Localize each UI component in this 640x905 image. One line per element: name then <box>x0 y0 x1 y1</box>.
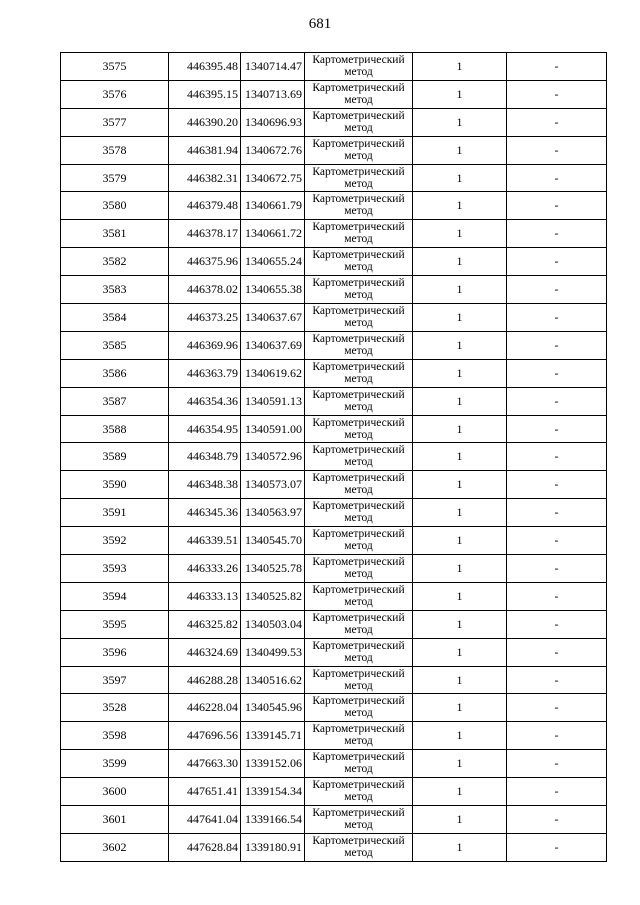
method-cell <box>305 164 413 192</box>
method-cell <box>305 359 413 387</box>
point-id-cell: 3592 <box>61 527 169 555</box>
x-coordinate-cell: 447628.84 <box>169 833 241 861</box>
method-cell <box>305 331 413 359</box>
method-line-1: Картометрический <box>312 500 405 513</box>
y-coordinate-cell: 1340672.75 <box>241 164 305 192</box>
table-row <box>61 806 607 834</box>
table-row <box>61 722 607 750</box>
point-id-cell: 3585 <box>61 331 169 359</box>
count-cell: 1 <box>413 387 507 415</box>
count-cell: 1 <box>413 555 507 583</box>
table-body <box>61 53 607 862</box>
dash-cell: - <box>507 833 607 861</box>
method-cell <box>305 415 413 443</box>
table-row <box>61 164 607 192</box>
method-line-2: метод <box>344 679 373 692</box>
dash-cell: - <box>507 220 607 248</box>
table-row <box>61 108 607 136</box>
dash-cell: - <box>507 304 607 332</box>
x-coordinate-cell: 446382.31 <box>169 164 241 192</box>
y-coordinate-cell: 1340637.67 <box>241 304 305 332</box>
table-row <box>61 220 607 248</box>
method-line-1: Картометрический <box>312 639 405 652</box>
point-id-cell: 3580 <box>61 192 169 220</box>
method-line-2: метод <box>344 66 373 78</box>
dash-cell: - <box>507 331 607 359</box>
x-coordinate-cell: 446369.96 <box>169 331 241 359</box>
point-id-cell: 3597 <box>61 666 169 694</box>
method-cell <box>305 499 413 527</box>
dash-cell: - <box>507 443 607 471</box>
point-id-cell: 3601 <box>61 806 169 834</box>
dash-cell: - <box>507 415 607 443</box>
dash-cell: - <box>507 527 607 555</box>
y-coordinate-cell: 1340655.38 <box>241 276 305 304</box>
count-cell: 1 <box>413 833 507 861</box>
y-coordinate-cell: 1340713.69 <box>241 80 305 108</box>
method-line-2: метод <box>344 540 373 553</box>
point-id-cell: 3588 <box>61 415 169 443</box>
x-coordinate-cell: 446339.51 <box>169 527 241 555</box>
method-line-2: метод <box>344 623 373 636</box>
method-line-2: метод <box>344 456 373 469</box>
method-line-1: Картометрический <box>312 723 405 736</box>
point-id-cell: 3595 <box>61 610 169 638</box>
x-coordinate-cell: 446390.20 <box>169 108 241 136</box>
y-coordinate-cell: 1339166.54 <box>241 806 305 834</box>
method-line-1: Картометрический <box>312 416 405 429</box>
count-cell: 1 <box>413 80 507 108</box>
method-cell <box>305 750 413 778</box>
method-line-2: метод <box>344 484 373 497</box>
point-id-cell: 3594 <box>61 582 169 610</box>
table-row <box>61 80 607 108</box>
x-coordinate-cell: 447663.30 <box>169 750 241 778</box>
count-cell: 1 <box>413 527 507 555</box>
method-line-2: метод <box>344 595 373 608</box>
dash-cell: - <box>507 359 607 387</box>
y-coordinate-cell: 1340696.93 <box>241 108 305 136</box>
method-line-2: метод <box>344 568 373 581</box>
method-cell <box>305 443 413 471</box>
method-cell <box>305 610 413 638</box>
point-id-cell: 3579 <box>61 164 169 192</box>
count-cell: 1 <box>413 610 507 638</box>
method-cell <box>305 304 413 332</box>
method-line-1: Картометрический <box>312 528 405 541</box>
y-coordinate-cell: 1340516.62 <box>241 666 305 694</box>
method-line-2: метод <box>344 846 373 859</box>
point-id-cell: 3583 <box>61 276 169 304</box>
table-row <box>61 750 607 778</box>
y-coordinate-cell: 1340503.04 <box>241 610 305 638</box>
y-coordinate-cell: 1340591.13 <box>241 387 305 415</box>
method-line-1: Картометрический <box>312 611 405 624</box>
table-row <box>61 833 607 861</box>
count-cell: 1 <box>413 248 507 276</box>
point-id-cell: 3577 <box>61 108 169 136</box>
count-cell: 1 <box>413 164 507 192</box>
dash-cell: - <box>507 276 607 304</box>
y-coordinate-cell: 1339152.06 <box>241 750 305 778</box>
dash-cell: - <box>507 555 607 583</box>
method-line-2: метод <box>344 344 373 357</box>
method-cell <box>305 53 413 81</box>
x-coordinate-cell: 446378.17 <box>169 220 241 248</box>
method-line-1: Картометрический <box>312 109 405 122</box>
method-line-1: Картометрический <box>312 667 405 680</box>
y-coordinate-cell: 1340525.78 <box>241 555 305 583</box>
dash-cell: - <box>507 638 607 666</box>
x-coordinate-cell: 446288.28 <box>169 666 241 694</box>
count-cell: 1 <box>413 136 507 164</box>
table-row <box>61 331 607 359</box>
dash-cell: - <box>507 136 607 164</box>
count-cell: 1 <box>413 304 507 332</box>
count-cell: 1 <box>413 443 507 471</box>
count-cell: 1 <box>413 499 507 527</box>
method-line-2: метод <box>344 205 373 218</box>
method-line-1: Картометрический <box>312 695 405 708</box>
method-cell <box>305 694 413 722</box>
table-row <box>61 555 607 583</box>
table-row <box>61 471 607 499</box>
x-coordinate-cell: 446373.25 <box>169 304 241 332</box>
point-id-cell: 3582 <box>61 248 169 276</box>
point-id-cell: 3598 <box>61 722 169 750</box>
table-row <box>61 694 607 722</box>
x-coordinate-cell: 446363.79 <box>169 359 241 387</box>
dash-cell: - <box>507 53 607 81</box>
method-line-1: Картометрический <box>312 583 405 596</box>
dash-cell: - <box>507 694 607 722</box>
method-line-1: Картометрический <box>312 305 405 318</box>
dash-cell: - <box>507 192 607 220</box>
count-cell: 1 <box>413 359 507 387</box>
x-coordinate-cell: 446381.94 <box>169 136 241 164</box>
table-row <box>61 443 607 471</box>
dash-cell: - <box>507 387 607 415</box>
method-line-2: метод <box>344 819 373 832</box>
method-line-1: Картометрический <box>312 221 405 234</box>
method-cell <box>305 666 413 694</box>
table-row <box>61 582 607 610</box>
x-coordinate-cell: 447641.04 <box>169 806 241 834</box>
method-cell <box>305 387 413 415</box>
method-line-2: метод <box>344 93 373 106</box>
table-row <box>61 53 607 81</box>
method-line-1: Картометрический <box>312 277 405 290</box>
method-cell <box>305 136 413 164</box>
table-row <box>61 387 607 415</box>
x-coordinate-cell: 446348.38 <box>169 471 241 499</box>
count-cell: 1 <box>413 750 507 778</box>
point-id-cell: 3581 <box>61 220 169 248</box>
method-line-1: Картометрический <box>312 807 405 820</box>
point-id-cell: 3584 <box>61 304 169 332</box>
point-id-cell: 3575 <box>61 53 169 81</box>
dash-cell: - <box>507 80 607 108</box>
y-coordinate-cell: 1339154.34 <box>241 778 305 806</box>
table-row <box>61 666 607 694</box>
x-coordinate-cell: 446354.36 <box>169 387 241 415</box>
method-cell <box>305 722 413 750</box>
count-cell: 1 <box>413 778 507 806</box>
method-cell <box>305 471 413 499</box>
dash-cell: - <box>507 108 607 136</box>
method-cell <box>305 80 413 108</box>
count-cell: 1 <box>413 582 507 610</box>
method-line-2: метод <box>344 233 373 246</box>
count-cell: 1 <box>413 53 507 81</box>
method-line-2: метод <box>344 121 373 134</box>
table-row <box>61 276 607 304</box>
dash-cell: - <box>507 248 607 276</box>
dash-cell: - <box>507 610 607 638</box>
table-row <box>61 136 607 164</box>
y-coordinate-cell: 1340545.96 <box>241 694 305 722</box>
method-line-2: метод <box>344 261 373 274</box>
count-cell: 1 <box>413 276 507 304</box>
method-line-1: Картометрический <box>312 834 405 847</box>
table-row <box>61 527 607 555</box>
method-line-1: Картометрический <box>312 360 405 373</box>
method-line-2: метод <box>344 428 373 441</box>
y-coordinate-cell: 1340619.62 <box>241 359 305 387</box>
point-id-cell: 3587 <box>61 387 169 415</box>
x-coordinate-cell: 446345.36 <box>169 499 241 527</box>
method-line-1: Картометрический <box>312 388 405 401</box>
count-cell: 1 <box>413 722 507 750</box>
method-line-1: Картометрический <box>312 249 405 262</box>
table-row <box>61 778 607 806</box>
x-coordinate-cell: 446354.95 <box>169 415 241 443</box>
method-cell <box>305 220 413 248</box>
count-cell: 1 <box>413 666 507 694</box>
x-coordinate-cell: 446333.13 <box>169 582 241 610</box>
method-line-1: Картометрический <box>312 472 405 485</box>
y-coordinate-cell: 1340591.00 <box>241 415 305 443</box>
method-line-1: Картометрический <box>312 81 405 94</box>
method-line-1: Картометрический <box>312 332 405 345</box>
point-id-cell: 3576 <box>61 80 169 108</box>
method-line-2: метод <box>344 177 373 190</box>
x-coordinate-cell: 446228.04 <box>169 694 241 722</box>
y-coordinate-cell: 1340545.70 <box>241 527 305 555</box>
x-coordinate-cell: 446348.79 <box>169 443 241 471</box>
method-line-2: метод <box>344 707 373 720</box>
method-line-2: метод <box>344 149 373 162</box>
x-coordinate-cell: 446378.02 <box>169 276 241 304</box>
x-coordinate-cell: 446395.48 <box>169 53 241 81</box>
method-line-2: метод <box>344 372 373 385</box>
method-line-2: метод <box>344 289 373 302</box>
method-line-1: Картометрический <box>312 165 405 178</box>
table-row <box>61 248 607 276</box>
point-id-cell: 3596 <box>61 638 169 666</box>
dash-cell: - <box>507 499 607 527</box>
dash-cell: - <box>507 471 607 499</box>
point-id-cell: 3593 <box>61 555 169 583</box>
y-coordinate-cell: 1340573.07 <box>241 471 305 499</box>
method-cell <box>305 833 413 861</box>
y-coordinate-cell: 1340672.76 <box>241 136 305 164</box>
count-cell: 1 <box>413 108 507 136</box>
method-line-1: Картометрический <box>312 779 405 792</box>
y-coordinate-cell: 1340499.53 <box>241 638 305 666</box>
page-number: 681 <box>308 16 332 32</box>
x-coordinate-cell: 446333.26 <box>169 555 241 583</box>
method-line-2: метод <box>344 317 373 330</box>
table-row <box>61 499 607 527</box>
x-coordinate-cell: 446324.69 <box>169 638 241 666</box>
count-cell: 1 <box>413 694 507 722</box>
method-line-1: Картометрический <box>312 556 405 569</box>
count-cell: 1 <box>413 192 507 220</box>
dash-cell: - <box>507 806 607 834</box>
dash-cell: - <box>507 582 607 610</box>
point-id-cell: 3602 <box>61 833 169 861</box>
y-coordinate-cell: 1340714.47 <box>241 53 305 81</box>
method-cell <box>305 806 413 834</box>
count-cell: 1 <box>413 806 507 834</box>
method-cell <box>305 778 413 806</box>
point-id-cell: 3600 <box>61 778 169 806</box>
method-cell <box>305 248 413 276</box>
count-cell: 1 <box>413 331 507 359</box>
x-coordinate-cell: 446325.82 <box>169 610 241 638</box>
method-line-1: Картометрический <box>312 54 405 66</box>
dash-cell: - <box>507 164 607 192</box>
point-id-cell: 3599 <box>61 750 169 778</box>
table-row <box>61 415 607 443</box>
method-line-2: метод <box>344 651 373 664</box>
count-cell: 1 <box>413 220 507 248</box>
x-coordinate-cell: 446379.48 <box>169 192 241 220</box>
method-line-2: метод <box>344 400 373 413</box>
point-id-cell: 3590 <box>61 471 169 499</box>
table-row <box>61 359 607 387</box>
coordinates-table <box>60 52 607 862</box>
y-coordinate-cell: 1340525.82 <box>241 582 305 610</box>
dash-cell: - <box>507 722 607 750</box>
dash-cell: - <box>507 778 607 806</box>
method-cell <box>305 638 413 666</box>
method-cell <box>305 276 413 304</box>
point-id-cell: 3578 <box>61 136 169 164</box>
method-cell <box>305 582 413 610</box>
method-line-2: метод <box>344 512 373 525</box>
x-coordinate-cell: 446395.15 <box>169 80 241 108</box>
y-coordinate-cell: 1340661.72 <box>241 220 305 248</box>
point-id-cell: 3589 <box>61 443 169 471</box>
x-coordinate-cell: 447696.56 <box>169 722 241 750</box>
y-coordinate-cell: 1340637.69 <box>241 331 305 359</box>
count-cell: 1 <box>413 471 507 499</box>
y-coordinate-cell: 1339145.71 <box>241 722 305 750</box>
dash-cell: - <box>507 666 607 694</box>
count-cell: 1 <box>413 638 507 666</box>
method-line-1: Картометрический <box>312 751 405 764</box>
method-cell <box>305 108 413 136</box>
method-line-1: Картометрический <box>312 137 405 150</box>
y-coordinate-cell: 1340572.96 <box>241 443 305 471</box>
x-coordinate-cell: 447651.41 <box>169 778 241 806</box>
method-cell <box>305 555 413 583</box>
table-row <box>61 192 607 220</box>
dash-cell: - <box>507 750 607 778</box>
y-coordinate-cell: 1340563.97 <box>241 499 305 527</box>
y-coordinate-cell: 1340661.79 <box>241 192 305 220</box>
table-row <box>61 638 607 666</box>
method-cell <box>305 527 413 555</box>
count-cell: 1 <box>413 415 507 443</box>
point-id-cell: 3528 <box>61 694 169 722</box>
method-line-2: метод <box>344 791 373 804</box>
point-id-cell: 3586 <box>61 359 169 387</box>
point-id-cell: 3591 <box>61 499 169 527</box>
method-line-1: Картометрический <box>312 193 405 206</box>
method-line-2: метод <box>344 763 373 776</box>
table-row <box>61 304 607 332</box>
method-line-2: метод <box>344 735 373 748</box>
method-cell <box>305 192 413 220</box>
y-coordinate-cell: 1340655.24 <box>241 248 305 276</box>
y-coordinate-cell: 1339180.91 <box>241 833 305 861</box>
table-row <box>61 610 607 638</box>
method-line-1: Картометрический <box>312 444 405 457</box>
x-coordinate-cell: 446375.96 <box>169 248 241 276</box>
